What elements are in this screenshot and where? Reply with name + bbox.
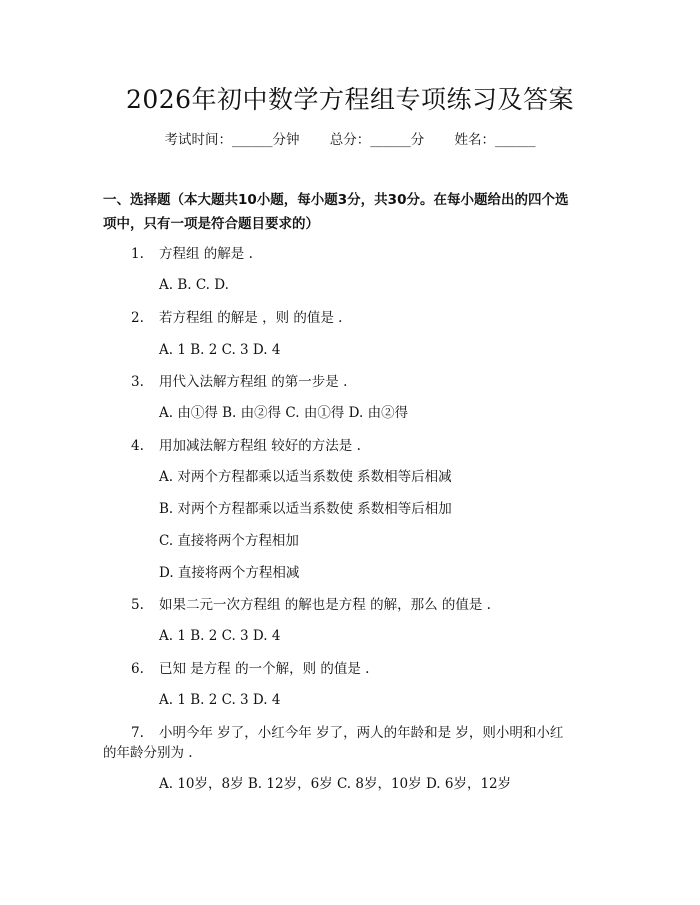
question-3-options: A. 由①得 B. 由②得 C. 由①得 D. 由②得 <box>159 405 409 421</box>
exam-info <box>0 131 700 149</box>
question-5 <box>131 596 491 614</box>
question-1 <box>131 245 253 263</box>
question-4-option-d: D. 直接将两个方程相减 <box>159 565 300 581</box>
section-heading-line-1: 一、选择题（本大题共10小题，每小题3分，共30分。在每小题给出的四个选 <box>103 192 569 208</box>
question-text: 用代入法解方程组 的第一步是 . <box>159 374 348 390</box>
question-text: 小明今年 岁了，小红今年 岁了，两人的年龄和是 岁，则小明和小红 <box>159 725 564 741</box>
question-2 <box>131 309 342 327</box>
question-3 <box>131 373 347 391</box>
page-title: 2026年初中数学方程组专项练习及答案 <box>125 85 575 114</box>
question-number: 1. <box>131 246 144 262</box>
question-4 <box>131 437 361 455</box>
question-number: 6. <box>131 661 144 677</box>
section-heading-line-2: 项中，只有一项是符合题目要求的） <box>103 216 319 232</box>
question-7-continuation: 的年龄分别为 . <box>103 745 193 761</box>
question-7-options: A. 10岁，8岁 B. 12岁，6岁 C. 8岁，10岁 D. 6岁，12岁 <box>159 776 512 792</box>
question-5-options: A. 1 B. 2 C. 3 D. 4 <box>159 628 281 644</box>
question-6-options: A. 1 B. 2 C. 3 D. 4 <box>159 692 281 708</box>
question-number: 5. <box>131 597 144 613</box>
question-2-options: A. 1 B. 2 C. 3 D. 4 <box>159 342 281 358</box>
question-number: 7. <box>131 725 144 741</box>
question-text: 如果二元一次方程组 的解也是方程 的解，那么 的值是 . <box>159 597 491 613</box>
total-score-field: 总分：______分 <box>329 132 425 148</box>
question-4-option-b: B. 对两个方程都乘以适当系数使 系数相等后相加 <box>159 501 452 517</box>
student-name-field: 姓名：______ <box>454 132 536 148</box>
question-text: 已知 是方程 的一个解，则 的值是 . <box>159 661 370 677</box>
question-number: 3. <box>131 374 144 390</box>
question-text: 若方程组 的解是 ，则 的值是 . <box>159 310 343 326</box>
question-4-option-c: C. 直接将两个方程相加 <box>159 533 299 549</box>
question-6 <box>131 660 369 678</box>
question-number: 4. <box>131 438 144 454</box>
question-4-option-a: A. 对两个方程都乘以适当系数使 系数相等后相减 <box>159 469 452 485</box>
question-7 <box>131 724 563 742</box>
exam-time-field: 考试时间：______分钟 <box>164 132 300 148</box>
section-heading <box>103 188 603 236</box>
question-number: 2. <box>131 310 144 326</box>
question-text: 用加减法解方程组 较好的方法是 . <box>159 438 361 454</box>
question-text: 方程组 的解是 . <box>159 246 253 262</box>
question-1-options: A. B. C. D. <box>159 277 229 293</box>
